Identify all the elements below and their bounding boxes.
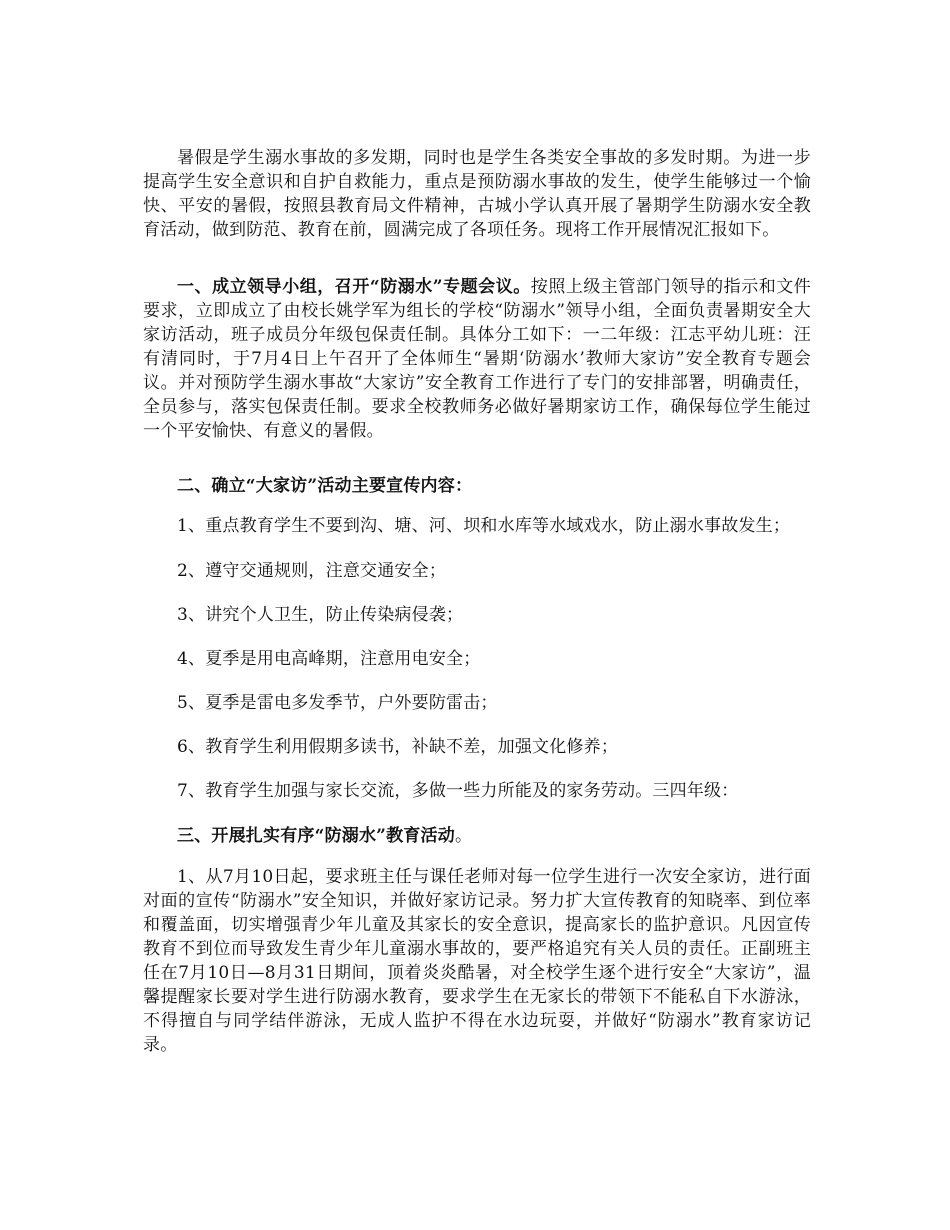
list-item: 6、教育学生利用假期多读书，补缺不差，加强文化修养； <box>177 737 619 757</box>
section-1-body: 按照上级主管部门领导的指示和文件要求，立即成立了由校长姚学军为组长的学校“防溺水”领导小组，全面负责暑期安全大家访活动，班子成员分年级包保责任制。具体分工如下：一二年级：江志平幼儿班：汪有清同时，于7月4日上午召开了全体师生“暑期‘防溺水’教师大家访”安全教育专题会议。并对预防学生溺水事故“大家访”安全教育工作进行了专门的安排部署，明确责任，全员参与，落实包保责任制。要求全校教师务必做好暑期家访工作，确保每位学生能过一个平安愉快、有意义的暑假。 <box>143 277 811 441</box>
list-item: 3、讲究个人卫生，防止传染病侵袭； <box>177 605 464 625</box>
section-3-paragraph: 1、从7月10日起，要求班主任与课任老师对每一位学生进行一次安全家访，进行面对面的宣传“防溺水”安全知识，并做好家访记录。努力扩大宣传教育的知晓率、到位率和覆盖面，切实增强青少年儿童及其家长的安全意识，提高家长的监护意识。凡因宣传教育不到位而导致发生青少年儿童溺水事故的，要严格追究有关人员的责任。正副班主任在7月10日—8月31日期间，顶着炎炎酷暑，对全校学生逐个进行安全“大家访”，温馨提醒家长要对学生进行防溺水教育，要求学生在无家长的带领下不能私自下水游泳，不得擅自与同学结伴游泳，无成人监护不得在水边玩耍，并做好“防溺水”教育家访记录。 <box>143 867 811 1055</box>
document-page <box>143 146 811 1057</box>
section-3-heading-line <box>143 824 811 848</box>
section-1-heading: 一、成立领导小组，召开“防溺水”专题会议。 <box>177 277 531 297</box>
list-item: 7、教育学生加强与家长交流，多做一些力所能及的家务劳动。三四年级： <box>177 781 739 801</box>
list-item: 5、夏季是雷电多发季节，户外要防雷击； <box>177 693 498 713</box>
section-3-heading: 三、开展扎实有序“防溺水”教育活动 <box>177 826 455 846</box>
section-3-heading-tail: 。 <box>454 826 473 846</box>
intro-paragraph: 暑假是学生溺水事故的多发期，同时也是学生各类安全事故的多发时期。为进一步提高学生安全意识和自护自救能力，重点是预防溺水事故的发生，使学生能够过一个愉快、平安的暑假，按照县教育局文件精神，古城小学认真开展了暑期学生防溺水安全教育活动，做到防范、教育在前，圆满完成了各项任务。现将工作开展情况汇报如下。 <box>143 148 811 240</box>
list-item: 4、夏季是用电高峰期，注意用电安全； <box>177 649 481 669</box>
list-item: 1、重点教育学生不要到沟、塘、河、坝和水库等水域戏水，防止溺水事故发生； <box>177 516 791 536</box>
section-2-heading: 二、确立“大家访”活动主要宣传内容： <box>177 476 473 496</box>
list-item: 2、遵守交通规则，注意交通安全； <box>177 561 447 581</box>
section-1-paragraph <box>143 275 811 443</box>
